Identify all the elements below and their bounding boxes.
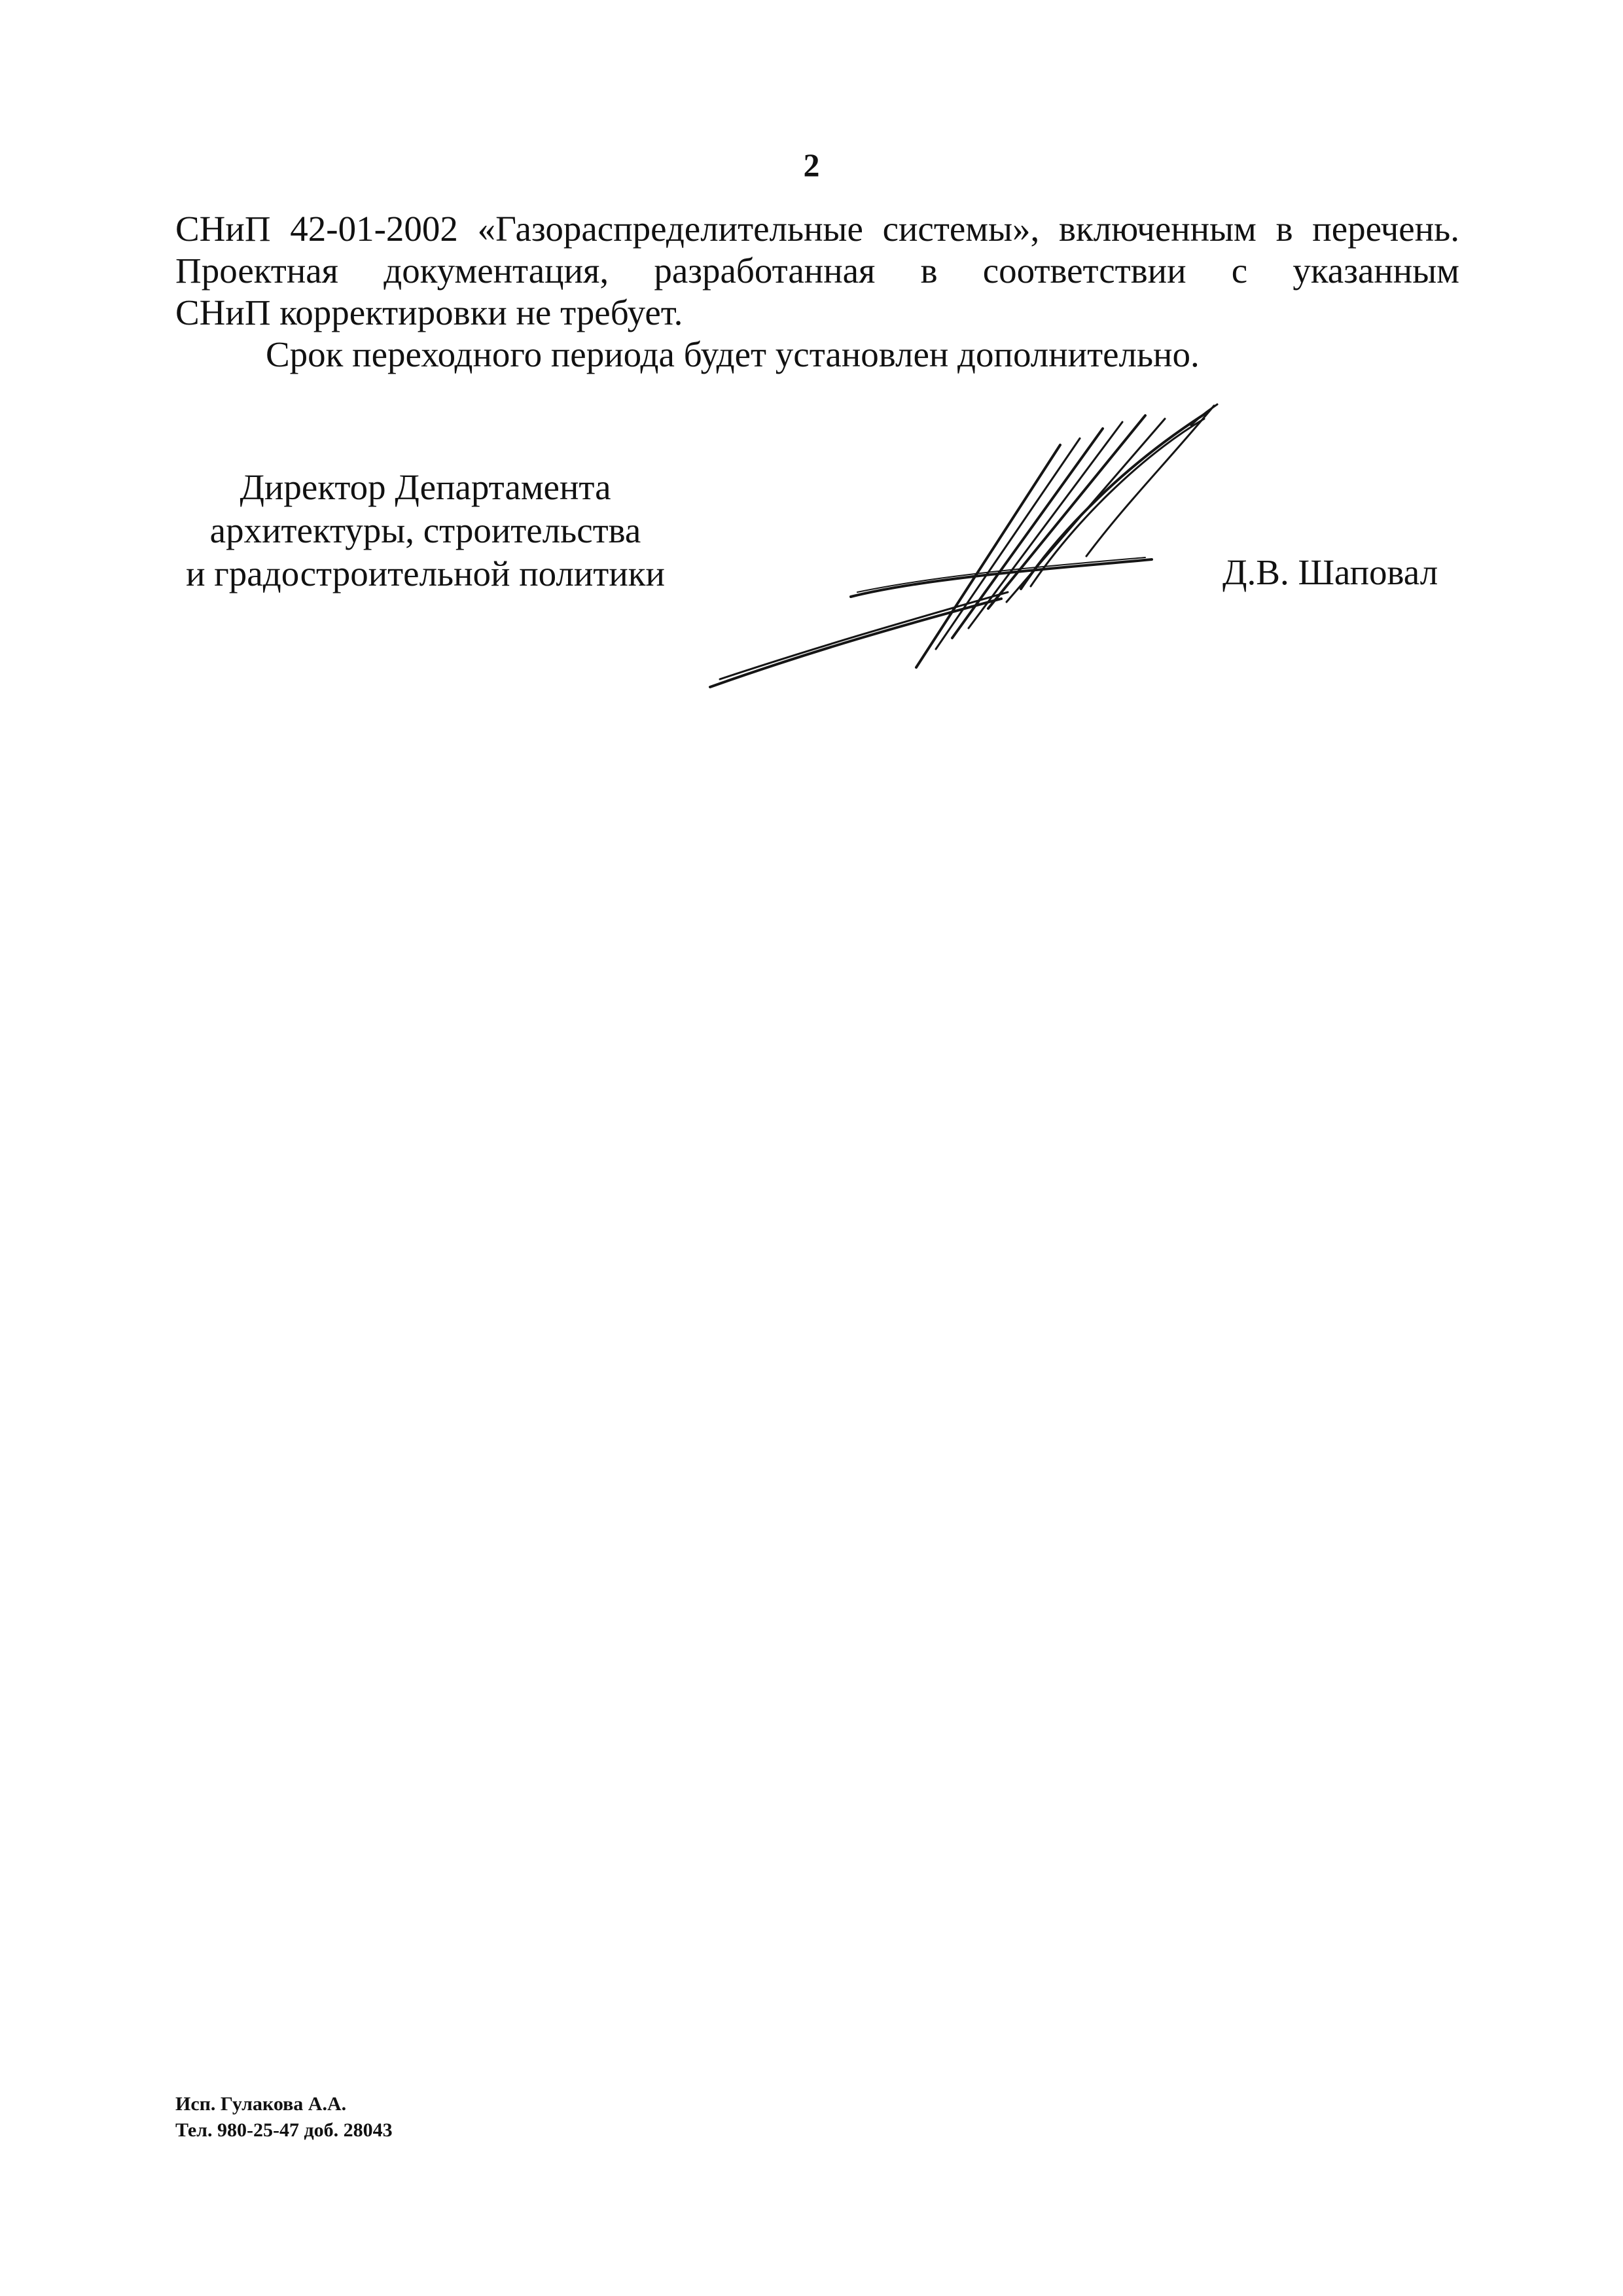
paragraph-snip-reference bbox=[175, 208, 1459, 334]
paragraph-line: СНиП 42-01-2002 «Газораспределительные системы», включенным в перечень. bbox=[175, 209, 1459, 249]
signatory-name: Д.В. Шаповал bbox=[1222, 552, 1438, 592]
letter-body bbox=[175, 208, 1459, 376]
signatory-title-line: Директор Департамента bbox=[240, 467, 611, 507]
executor-info bbox=[175, 2091, 393, 2144]
paragraph-line: СНиП корректировки не требует. bbox=[175, 292, 683, 332]
handwritten-signature bbox=[694, 393, 1243, 707]
executor-phone: Тел. 980-25-47 доб. 28043 bbox=[175, 2119, 393, 2141]
executor-name: Исп. Гулакова А.А. bbox=[175, 2093, 347, 2115]
paragraph-line: Проектная документация, разработанная в соответствии с указанным bbox=[175, 251, 1459, 291]
page-number: 2 bbox=[803, 147, 820, 183]
signatory-title bbox=[157, 466, 694, 595]
signatory-title-line: архитектуры, строительства bbox=[209, 510, 641, 550]
signatory-title-line: и градостроительной политики bbox=[186, 554, 665, 593]
paragraph-transition-period: Срок переходного периода будет установлен дополнительно. bbox=[266, 334, 1200, 374]
